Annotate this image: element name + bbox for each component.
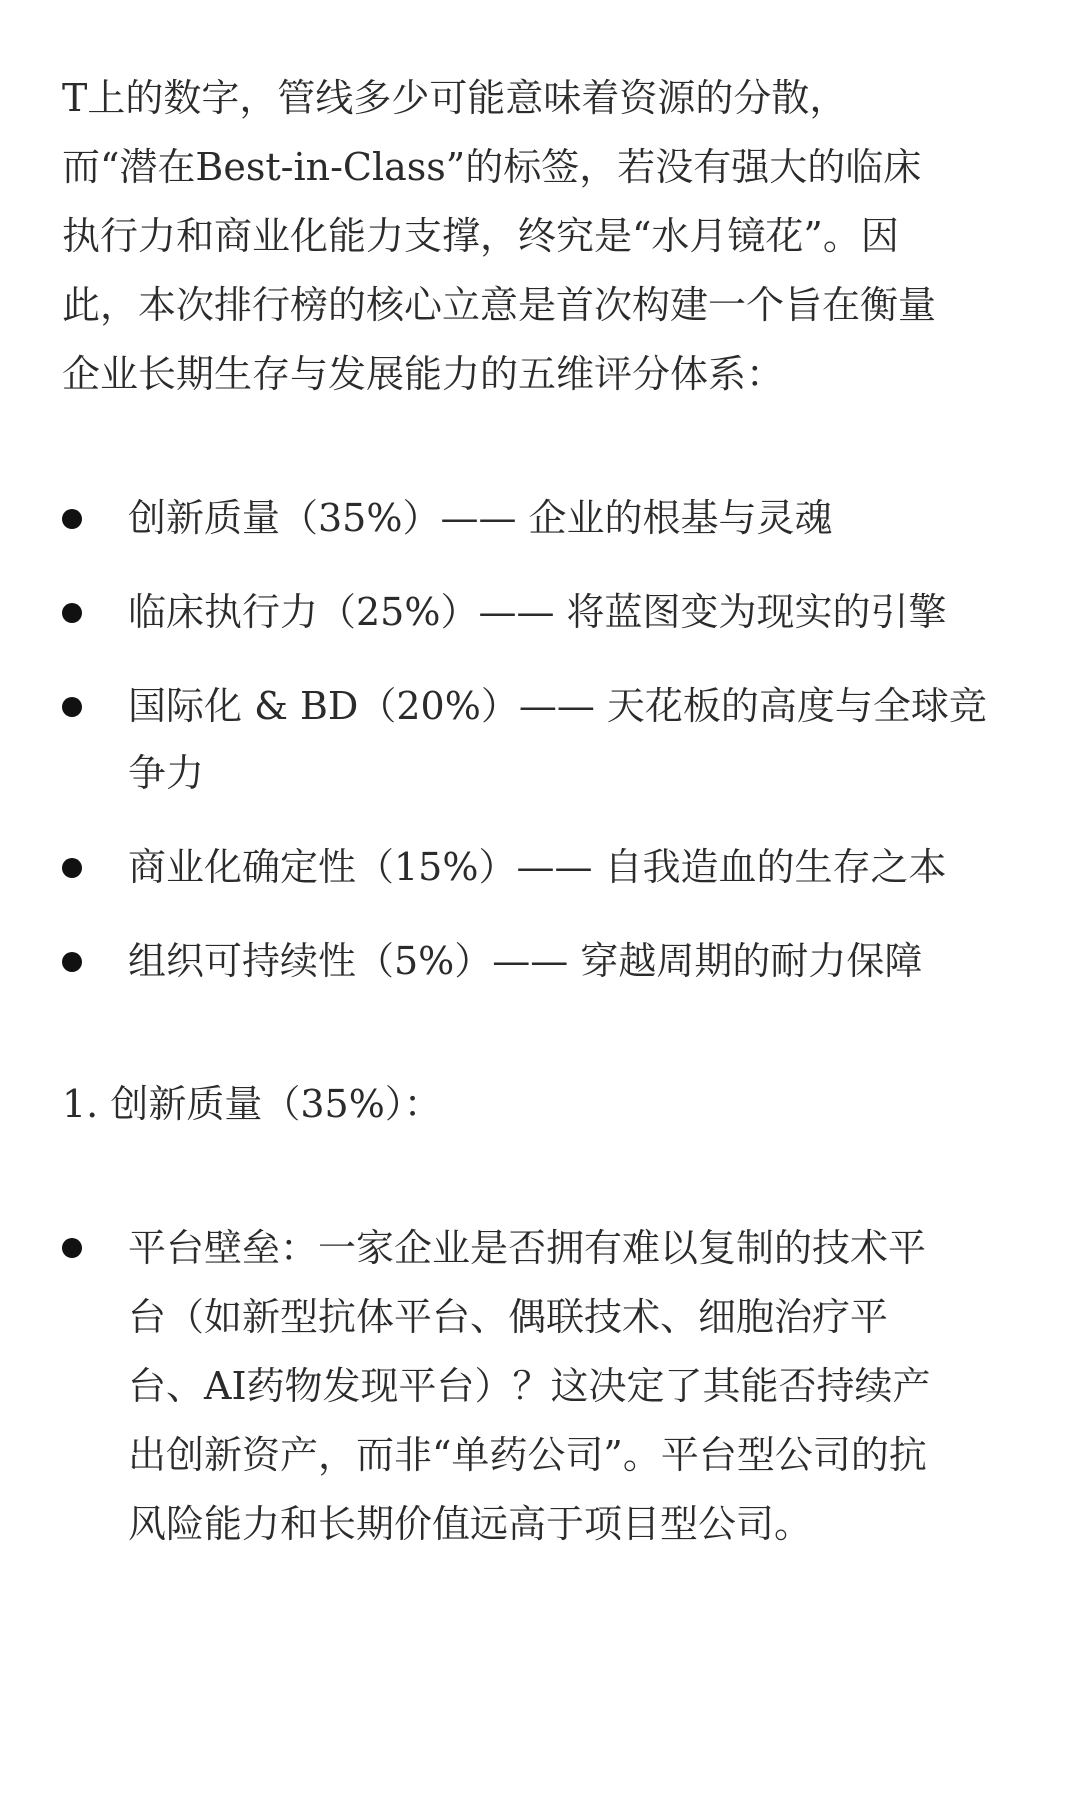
dimension-text: 临床执行力（25%）—— 将蓝图变为现实的引擎 [128,590,947,634]
dimension-list [62,485,1025,995]
dimension-text: 组织可持续性（5%）—— 穿越周期的耐力保障 [128,939,923,983]
intro-line: 执行力和商业化能力支撑，终究是“水月镜花”。因 [62,214,899,258]
section-heading: 1. 创新质量（35%）： [62,1082,442,1126]
dimension-item-commercial [62,834,1025,901]
dimension-text: 商业化确定性（15%）—— 自我造血的生存之本 [128,845,947,889]
bullet-dot-icon [62,858,82,878]
dimension-text: 争力 [128,751,205,795]
bullet-text: 出创新资产，而非“单药公司”。平台型公司的抗 [128,1433,927,1477]
intro-line: T上的数字，管线多少可能意味着资源的分散， [62,76,848,120]
bullet-dot-icon [62,603,82,623]
dimension-item-organization [62,928,1025,995]
bullet-text: 台（如新型抗体平台、偶联技术、细胞治疗平 [128,1295,889,1339]
dimension-item-clinical [62,579,1025,646]
bullet-text: 风险能力和长期价值远高于项目型公司。 [128,1502,813,1546]
dimension-item-international-bd [62,673,1025,807]
platform-barrier-item [62,1214,1025,1559]
intro-line: 企业长期生存与发展能力的五维评分体系： [62,352,785,396]
bullet-text: 台、AI药物发现平台）？这决定了其能否持续产 [128,1364,931,1408]
bullet-text: 平台壁垒：一家企业是否拥有难以复制的技术平 [128,1226,927,1270]
section-bullet-list [62,1214,1025,1559]
intro-line: 此，本次排行榜的核心立意是首次构建一个旨在衡量 [62,283,937,327]
bullet-dot-icon [62,509,82,529]
dimension-text: 国际化 & BD（20%）—— 天花板的高度与全球竞 [128,684,987,728]
bullet-dot-icon [62,952,82,972]
dimension-item-innovation [62,485,1025,552]
intro-line: 而“潜在Best-in-Class”的标签，若没有强大的临床 [62,145,922,189]
dimension-text: 创新质量（35%）—— 企业的根基与灵魂 [128,496,833,540]
intro-paragraph [62,64,1025,409]
bullet-dot-icon [62,1238,82,1258]
bullet-dot-icon [62,697,82,717]
